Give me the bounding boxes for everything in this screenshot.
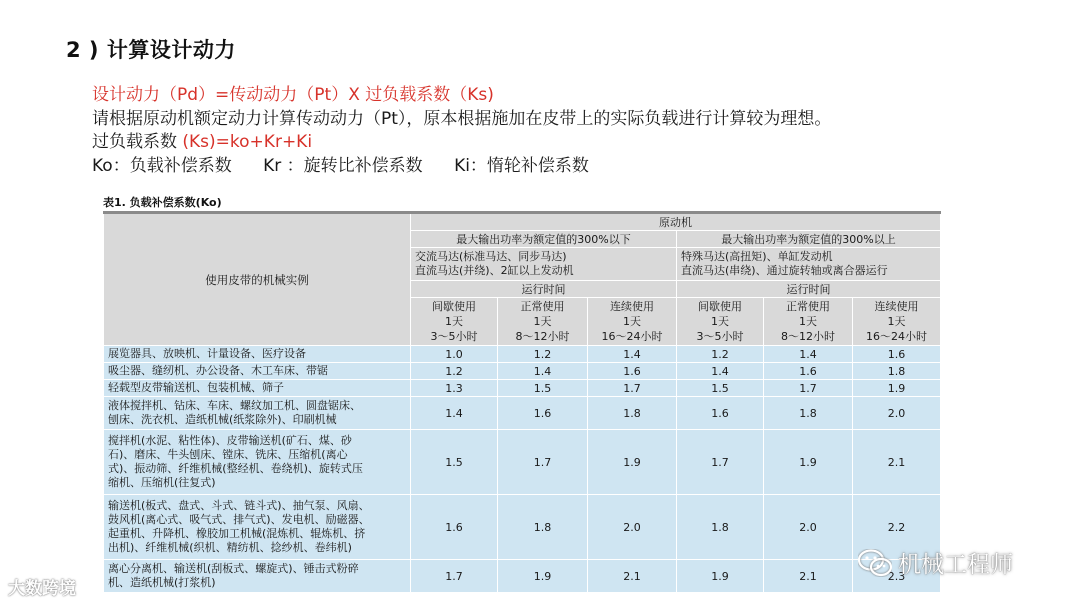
table-row xyxy=(104,397,941,430)
machine-example-line: 展览器具、放映机、计量设备、医疗设备 xyxy=(108,347,306,360)
factor-value-cell: 2.1 xyxy=(853,430,941,495)
factor-value-cell: 1.7 xyxy=(677,430,764,495)
machine-example-line: 鼓风机(离心式、吸气式、排气式)、发电机、励磁器、 xyxy=(108,513,370,526)
motor-low-line: 交流马达(标准马达、同步马达) xyxy=(415,250,567,263)
time-col-hours: 8～12小时 xyxy=(515,330,570,343)
table-row xyxy=(104,380,941,397)
machine-example-cell xyxy=(104,495,411,560)
header-machine-examples: 使用皮带的机械实例 xyxy=(104,213,411,346)
machine-example-line: 刨床、洗衣机、造纸机械(纸浆除外)、印刷机械 xyxy=(108,413,337,426)
load-factor-table xyxy=(103,211,941,593)
factor-value-cell: 1.9 xyxy=(764,430,853,495)
factor-value-cell: 2.2 xyxy=(853,495,941,560)
ks-line xyxy=(92,131,831,155)
factor-value-cell: 1.5 xyxy=(498,380,588,397)
ks-label: 过负载系数 xyxy=(92,132,183,152)
wechat-icon xyxy=(858,549,892,577)
factor-value-cell: 1.2 xyxy=(677,346,764,363)
factor-value-cell: 1.9 xyxy=(677,560,764,593)
factor-value-cell: 1.4 xyxy=(677,363,764,380)
runtime-header-high: 运行时间 xyxy=(677,281,941,298)
motor-high-line: 特殊马达(高扭矩)、单缸发动机 xyxy=(681,250,833,263)
motor-low-line: 直流马达(并绕)、2缸以上发动机 xyxy=(415,264,574,277)
factor-value-cell: 2.0 xyxy=(764,495,853,560)
factor-value-cell: 1.5 xyxy=(411,430,498,495)
factor-value-cell: 1.9 xyxy=(853,380,941,397)
time-col-per: 1天 xyxy=(711,315,729,328)
runtime-header-low: 运行时间 xyxy=(411,281,677,298)
time-col-hours: 3～5小时 xyxy=(696,330,744,343)
machine-example-cell xyxy=(104,346,411,363)
table-row xyxy=(104,363,941,380)
factor-value-cell: 2.0 xyxy=(853,397,941,430)
factor-value-cell: 1.4 xyxy=(588,346,677,363)
kr-definition: Kr ：旋转比补偿系数 xyxy=(263,155,423,176)
time-col-name: 间歇使用 xyxy=(698,300,742,313)
time-col-name: 连续使用 xyxy=(874,300,919,313)
description-block xyxy=(92,84,831,178)
factor-value-cell: 1.4 xyxy=(764,346,853,363)
time-col-per: 1天 xyxy=(533,315,552,328)
factor-value-cell: 1.0 xyxy=(411,346,498,363)
watermark-right-text: 机械工程师 xyxy=(898,552,1013,578)
time-col-continuous xyxy=(588,298,677,346)
factor-value-cell: 1.7 xyxy=(764,380,853,397)
factor-value-cell: 1.7 xyxy=(588,380,677,397)
time-col-hours: 8～12小时 xyxy=(781,330,835,343)
factor-value-cell: 1.2 xyxy=(498,346,588,363)
factor-value-cell: 1.8 xyxy=(498,495,588,560)
ko-definition: Ko：负载补偿系数 xyxy=(92,155,232,176)
header-group-high: 最大输出功率为额定值的300%以上 xyxy=(677,231,941,248)
motor-high-line: 直流马达(串绕)、通过旋转轴或离合器运行 xyxy=(681,264,888,277)
machine-example-line: 缩机、压缩机(往复式) xyxy=(108,476,216,489)
header-prime-mover: 原动机 xyxy=(411,213,941,231)
machine-example-line: 轻载型皮带输送机、包装机械、筛子 xyxy=(108,381,284,394)
time-col-name: 正常使用 xyxy=(786,300,830,313)
machine-example-line: 吸尘器、缝纫机、办公设备、木工车床、带锯 xyxy=(108,364,328,377)
machine-example-cell xyxy=(104,430,411,495)
factor-value-cell: 1.5 xyxy=(677,380,764,397)
factor-value-cell: 1.6 xyxy=(411,495,498,560)
machine-example-line: 搅拌机(水泥、粘性体)、皮带输送机(矿石、煤、砂 xyxy=(108,434,352,447)
table-caption: 表1. 负载补偿系数(Ko) xyxy=(103,196,222,209)
watermark-left: 大数跨境 xyxy=(8,579,76,599)
time-col-per: 1天 xyxy=(445,315,463,328)
formula-line: 设计动力（Pd）=传动动力（Pt）X 过负载系数（Ks) xyxy=(92,85,494,105)
machine-example-line: 起重机、升降机、橡胶加工机械(混炼机、辊炼机、挤 xyxy=(108,527,366,540)
time-col-name: 正常使用 xyxy=(520,300,565,313)
factor-value-cell: 1.8 xyxy=(853,363,941,380)
machine-example-line: 式)、振动筛、纤维机械(整经机、卷绕机)、旋转式压 xyxy=(108,462,363,475)
factor-value-cell: 1.9 xyxy=(588,430,677,495)
watermark-right xyxy=(858,546,1013,579)
factor-value-cell: 1.3 xyxy=(411,380,498,397)
table-row xyxy=(104,560,941,593)
factor-value-cell: 1.6 xyxy=(588,363,677,380)
machine-example-cell xyxy=(104,560,411,593)
time-col-name: 连续使用 xyxy=(610,300,654,313)
ki-definition: Ki：惰轮补偿系数 xyxy=(454,155,589,176)
motor-types-low xyxy=(411,248,677,281)
table-row xyxy=(104,495,941,560)
factor-value-cell: 2.1 xyxy=(764,560,853,593)
time-col-name: 间歇使用 xyxy=(432,300,476,313)
factor-value-cell: 1.4 xyxy=(498,363,588,380)
time-col-per: 1天 xyxy=(623,315,641,328)
factor-value-cell: 1.6 xyxy=(853,346,941,363)
machine-example-line: 机、造纸机械(打浆机) xyxy=(108,576,216,589)
time-col-hours: 16～24小时 xyxy=(601,330,663,343)
factor-value-cell: 1.6 xyxy=(677,397,764,430)
factor-value-cell: 1.9 xyxy=(498,560,588,593)
machine-example-cell xyxy=(104,363,411,380)
factor-value-cell: 1.7 xyxy=(411,560,498,593)
time-col-per: 1天 xyxy=(887,315,906,328)
machine-example-line: 出机)、纤维机械(织机、精纺机、捻纱机、卷纬机) xyxy=(108,541,352,554)
time-col-normal xyxy=(764,298,853,346)
machine-example-line: 离心分离机、输送机(刮板式、螺旋式)、锤击式粉碎 xyxy=(108,562,359,575)
explain-line: 请根据原动机额定动力计算传动动力（Pt），原本根据施加在皮带上的实际负载进行计算较为理想。 xyxy=(92,108,832,129)
factor-value-cell: 1.7 xyxy=(498,430,588,495)
table-row xyxy=(104,430,941,495)
time-col-per: 1天 xyxy=(799,315,817,328)
section-heading: 2 ) 计算设计动力 xyxy=(66,38,236,62)
factor-value-cell: 1.8 xyxy=(588,397,677,430)
k-definitions xyxy=(92,155,831,179)
time-col-hours: 3～5小时 xyxy=(430,330,478,343)
machine-example-line: 输送机(板式、盘式、斗式、链斗式)、抽气泵、风扇、 xyxy=(108,499,370,512)
factor-value-cell: 1.8 xyxy=(677,495,764,560)
time-col-normal xyxy=(498,298,588,346)
machine-example-line: 液体搅拌机、钻床、车床、螺纹加工机、圆盘锯床、 xyxy=(108,399,361,412)
header-group-low: 最大输出功率为额定值的300%以下 xyxy=(411,231,677,248)
machine-example-cell xyxy=(104,397,411,430)
factor-value-cell: 1.6 xyxy=(498,397,588,430)
time-col-intermittent xyxy=(411,298,498,346)
factor-value-cell: 1.4 xyxy=(411,397,498,430)
factor-value-cell: 2.0 xyxy=(588,495,677,560)
ks-formula: (Ks)=ko+Kr+Ki xyxy=(182,132,313,152)
factor-value-cell: 2.1 xyxy=(588,560,677,593)
time-col-continuous xyxy=(853,298,941,346)
machine-example-cell xyxy=(104,380,411,397)
table-body xyxy=(104,346,941,593)
time-col-intermittent xyxy=(677,298,764,346)
factor-value-cell: 1.6 xyxy=(764,363,853,380)
machine-example-line: 石)、磨床、牛头刨床、镗床、铣床、压缩机(离心 xyxy=(108,448,348,461)
time-col-hours: 16～24小时 xyxy=(866,330,928,343)
motor-types-high xyxy=(677,248,941,281)
table-row xyxy=(104,346,941,363)
factor-value-cell: 1.2 xyxy=(411,363,498,380)
factor-value-cell: 1.8 xyxy=(764,397,853,430)
factor-value-cell: 2.3 xyxy=(853,560,941,593)
